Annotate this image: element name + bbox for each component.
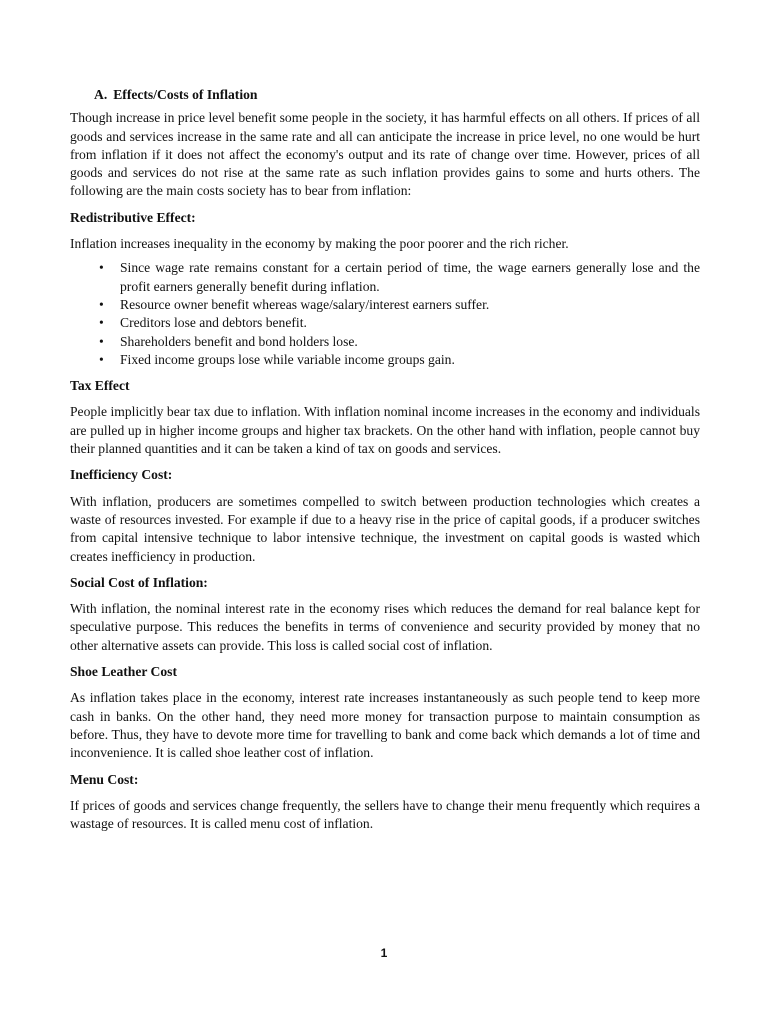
inefficiency-cost-heading: Inefficiency Cost: — [70, 467, 173, 483]
social-cost-heading: Social Cost of Inflation: — [70, 574, 208, 590]
bullet-icon: • — [99, 260, 104, 276]
list-item-text: Resource owner benefit whereas wage/salary/interest earners suffer. — [120, 296, 490, 312]
list-item-text: Creditors lose and debtors benefit. — [120, 315, 307, 331]
bullet-icon: • — [99, 333, 104, 349]
tax-effect-heading: Tax Effect — [70, 378, 130, 394]
menu-cost-heading: Menu Cost: — [70, 771, 139, 787]
list-item — [99, 296, 700, 314]
redistributive-bullet-list — [70, 259, 700, 369]
list-item — [99, 314, 700, 332]
list-item — [99, 333, 700, 351]
section-marker: A. — [94, 87, 108, 102]
inefficiency-cost-paragraph: With inflation, producers are sometimes compelled to switch between production technologies which creates a waste of resources invested. For example if due to a heavy rise in the price of capital goods, if a producer switches from capital intensive technique to labor intensive technique, the investment on capital goods is wasted which creates inefficiency in production. — [70, 493, 700, 564]
list-item-text: Fixed income groups lose while variable income groups gain. — [120, 351, 455, 367]
bullet-icon: • — [99, 315, 104, 331]
bullet-icon: • — [99, 351, 104, 367]
section-title: Effects/Costs of Inflation — [113, 87, 258, 102]
bullet-icon: • — [99, 296, 104, 312]
menu-cost-paragraph: If prices of goods and services change frequently, the sellers have to change their menu frequently which requires a wastage of resources. It is called menu cost of inflation. — [70, 797, 700, 832]
list-item-text: Since wage rate remains constant for a certain period of time, the wage earners generally lose and the profit earners generally benefit during inflation. — [120, 260, 700, 294]
shoe-leather-cost-paragraph: As inflation takes place in the economy, interest rate increases instantaneously as such people tend to keep more cash in banks. On the other hand, they need more money for transaction purpose to maintain consumption as before. Thus, they have to devote more time for travelling to bank and come back which demands a lot of time and inconvenience. It is called shoe leather cost of inflation. — [70, 690, 700, 761]
list-item-text: Shareholders benefit and bond holders lose. — [120, 333, 358, 349]
redistributive-paragraph: Inflation increases inequality in the economy by making the poor poorer and the rich richer. — [70, 236, 569, 252]
tax-effect-paragraph: People implicitly bear tax due to inflation. With inflation nominal income increases in the economy and individuals are pulled up in higher income groups and higher tax brackets. On the other hand with inflation, people cannot buy their planned quantities and it can be taken a kind of tax on goods and services. — [70, 404, 700, 457]
social-cost-paragraph: With inflation, the nominal interest rate in the economy rises which reduces the demand for real balance kept for speculative purpose. This reduces the benefits in terms of convenience and security provided by money that no other alternative assets can provide. This loss is called social cost of inflation. — [70, 601, 700, 653]
section-heading — [94, 86, 700, 104]
redistributive-heading: Redistributive Effect: — [70, 209, 196, 225]
list-item — [99, 351, 700, 369]
page-number: 1 — [380, 946, 388, 960]
list-item — [99, 259, 700, 296]
shoe-leather-cost-heading: Shoe Leather Cost — [70, 664, 177, 680]
intro-paragraph: Though increase in price level benefit some people in the society, it has harmful effects on all others. If prices of all goods and services increase in the same rate and all can anticipate the increase in price level, no one would be hurt from inflation if it does not affect the economy's output and its rate of change over time. However, prices of all goods and services do not rise at the same rate as such inflation provides gains to some and hurts others. The following are the main costs society has to bear from inflation: — [70, 110, 700, 199]
document-page — [70, 86, 700, 841]
